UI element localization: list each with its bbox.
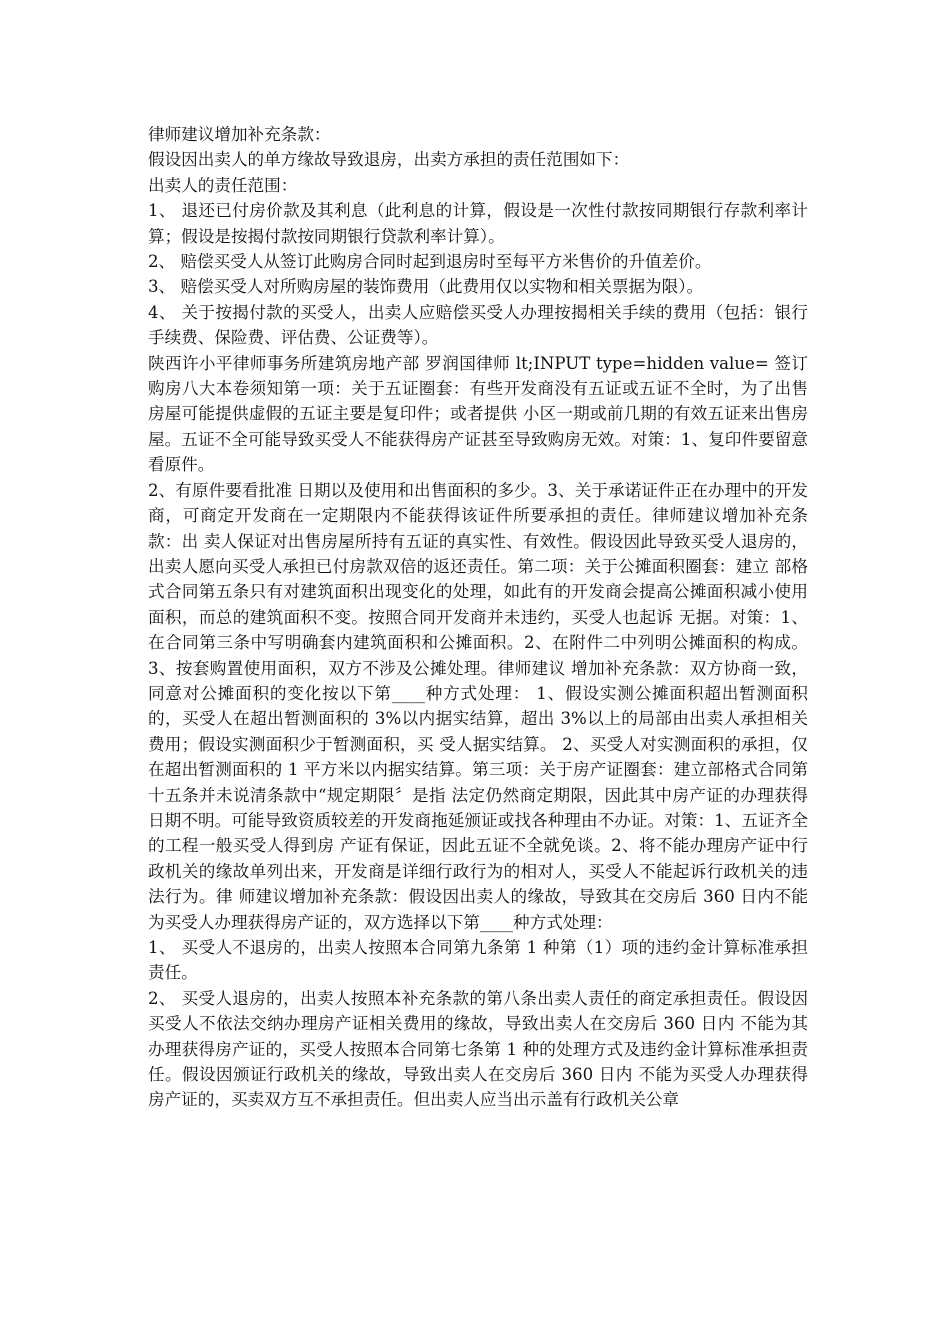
list-item-price-difference: 2、 赔偿买受人从签订此购房合同时起到退房时至每平方米售价的升值差价。 (148, 252, 712, 272)
document-body (148, 122, 808, 1113)
paragraph-responsibility-heading: 出卖人的责任范围： (148, 175, 298, 195)
list-item-mortgage-fees: 4、 关于按揭付款的买受人，出卖人应赔偿买受人办理按揭相关手续的费用（包括：银行手续费、保险费、评估费、公证费等）。 (148, 302, 808, 348)
list-item-no-return: 1、 买受人不退房的，出卖人按照本合同第九条第 1 种第（1）项的违约金计算标准承担责任。 (148, 938, 808, 983)
paragraph-heading-suggestion: 律师建议增加补充条款： (148, 125, 331, 144)
paragraph-law-firm-notes: 陕西许小平律师事务所建筑房地产部 罗润国律师 lt;INPUT type=hidden value= 签订购房八大本卷须知第一项：关于五证圈套：有些开发商没有五证或五证不全时，为了出售房屋可能提供虚假的五证主要是复印件；或者提供 小区一期或前几期的有效五证来出售房屋。五证不全可能导致买受人不能获得房产证甚至导致购房无效。对策：1、复印件要留意看原件。 (148, 353, 808, 475)
paragraph-main-body: 2、有原件要看批准 日期以及使用和出售面积的多少。3、关于承诺证件正在办理中的开发商，可商定开发商在一定期限内不能获得该证件所要承担的责任。律师建议增加补充条款：出 卖人保证对出售房屋所持有五证的真实性、有效性。假设因此导致买受人退房的，出卖人愿向买受人承担已付房款双倍的返还责任。第二项：关于公摊面积圈套：建立 部格式合同第五条只有对建筑面积出现变化的处理，如此有的开发商会提高公摊面积减小使用面积，而总的建筑面积不变。按照合同开发商并未违约，买受人也起诉 无据。对策：1、在合同第三条中写明确套内建筑面积和公摊面积。2、在附件二中列明公摊面积的构成。3、按套购置使用面积，双方不涉及公摊处理。律师建议 增加补充条款：双方协商一致，同意对公摊面积的变化按以下第____种方式处理： 1、假设实测公摊面积超出暂测面积的，买受人在超出暂测面积的 3%以内据实结算，超出 3%以上的局部由出卖人承担相关费用；假设实测面积少于暂测面积，买 受人据实结算。 2、买受人对实测面积的承担，仅在超出暂测面积的 1 平方米以内据实结算。第三项：关于房产证圈套：建立部格式合同第十五条并未说清条款中“规定期限〞是指 法定仍然商定期限，因此其中房产证的办理获得日期不明。可能导致资质较差的开发商拖延颁证或找各种理由不办证。对策：1、五证齐全的工程一般买受人得到房 产证有保证，因此五证不全就免谈。2、将不能办理房产证中行政机关的缘故单列出来，开发商是详细行政行为的相对人，买受人不能起诉行政机关的违法行为。律 师建议增加补充条款：假设因出卖人的缘故，导致其在交房后 360 日内不能为买受人办理获得房产证的，双方选择以下第____种方式处理： (148, 480, 808, 932)
list-item-refund: 1、 退还已付房价款及其利息（此利息的计算，假设是一次性付款按同期银行存款利率计算；假设是按揭付款按同期银行贷款利率计算）。 (148, 201, 808, 246)
list-item-decoration-cost: 3、 赔偿买受人对所购房屋的装饰费用（此费用仅以实物和相关票据为限）。 (148, 277, 704, 297)
paragraph-seller-fault-intro: 假设因出卖人的单方缘故导致退房，出卖方承担的责任范围如下： (148, 150, 630, 170)
list-item-return: 2、 买受人退房的，出卖人按照本补充条款的第八条出卖人责任的商定承担责任。假设因买受人不依法交纳办理房产证相关费用的缘故，导致出卖人在交房后 360 日内 不能为其办理获得房产证的，买受人按照本合同第七条第 1 种的处理方式及违约金计算标准承担责任。假设因颁证行政机关的缘故，导致出卖人在交房后 360 日内 不能为买受人办理获得房产证的，买卖双方互不承担责任。但出卖人应当出示盖有行政机关公章 (148, 988, 808, 1110)
